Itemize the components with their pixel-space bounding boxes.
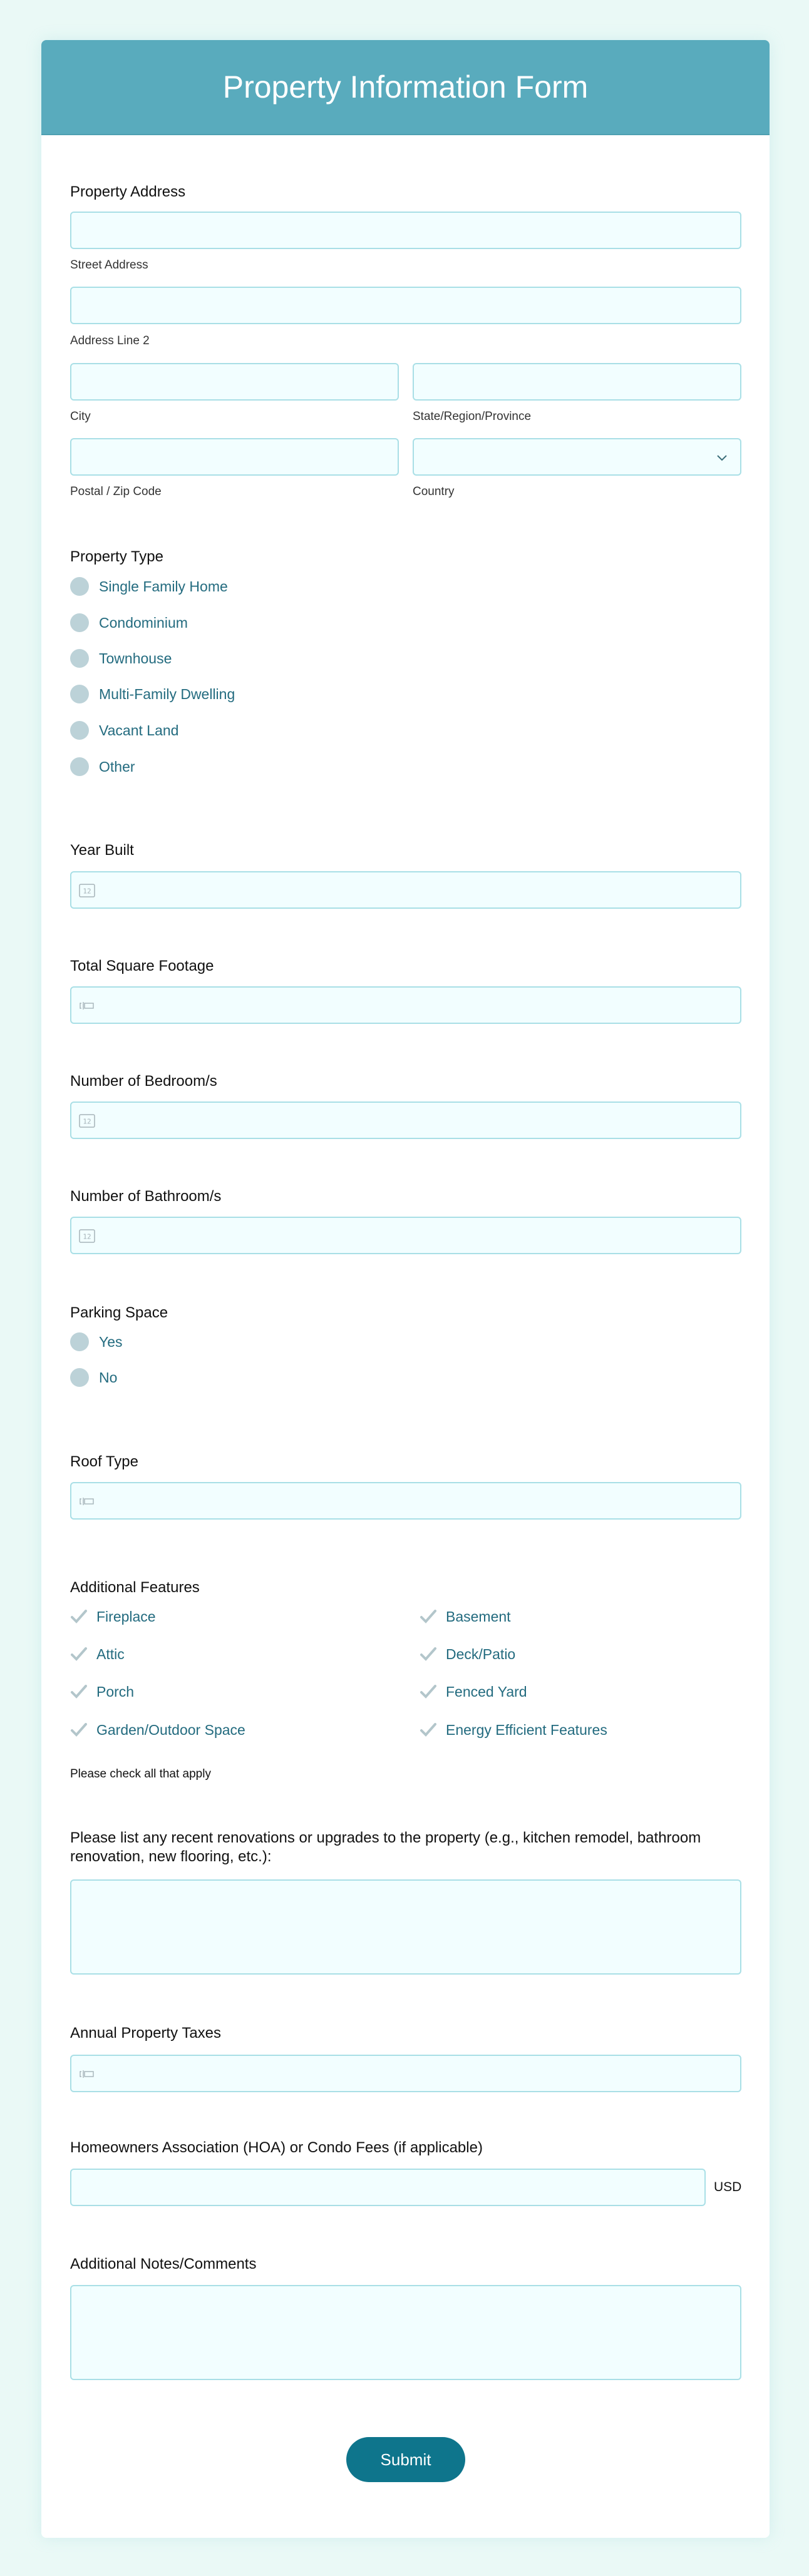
form-header (41, 40, 770, 135)
address-line2-sublabel: Address Line 2 (70, 334, 150, 347)
square-footage-input[interactable] (70, 986, 741, 1024)
radio-parking-no[interactable] (70, 1367, 117, 1388)
city-sublabel: City (70, 410, 91, 423)
hoa-fees-input[interactable] (70, 2169, 706, 2206)
radio-single-family-home[interactable] (70, 576, 228, 597)
address-line2-input[interactable] (70, 287, 741, 324)
parking-label: Parking Space (70, 1304, 168, 1321)
checkbox-fireplace[interactable] (70, 1606, 156, 1627)
checkmark-icon[interactable] (70, 1722, 88, 1738)
state-sublabel: State/Region/Province (413, 410, 532, 423)
checkmark-icon[interactable] (420, 1608, 437, 1625)
checkbox-label: Fireplace (96, 1608, 156, 1625)
notes-label: Additional Notes/Comments (70, 2256, 257, 2272)
submit-button[interactable]: Submit (346, 2437, 465, 2482)
radio-circle[interactable] (70, 1332, 89, 1351)
svg-text:12: 12 (83, 1117, 91, 1126)
text-input-icon (79, 2067, 95, 2081)
radio-parking-yes[interactable] (70, 1331, 123, 1352)
checkmark-icon[interactable] (70, 1684, 88, 1700)
features-note: Please check all that apply (70, 1767, 211, 1781)
radio-circle[interactable] (70, 685, 89, 703)
radio-label: Condominium (99, 614, 188, 631)
bedrooms-label: Number of Bedroom/s (70, 1073, 217, 1090)
checkbox-label: Attic (96, 1645, 125, 1662)
checkbox-label: Fenced Yard (446, 1683, 527, 1700)
radio-circle[interactable] (70, 613, 89, 632)
chevron-down-icon (715, 451, 729, 464)
country-sublabel: Country (413, 485, 455, 498)
radio-circle[interactable] (70, 721, 89, 740)
checkbox-deck-patio[interactable] (420, 1643, 515, 1665)
text-input-icon (79, 999, 95, 1013)
radio-label: Other (99, 758, 135, 775)
radio-label: Multi-Family Dwelling (99, 685, 235, 702)
radio-label: Single Family Home (99, 578, 228, 595)
hoa-fees-label: Homeowners Association (HOA) or Condo Fees (if applicable) (70, 2139, 483, 2156)
property-address-label: Property Address (70, 183, 186, 200)
notes-textarea[interactable] (70, 2285, 741, 2380)
svg-text:12: 12 (83, 887, 91, 896)
annual-taxes-input[interactable] (70, 2055, 741, 2092)
year-built-label: Year Built (70, 842, 134, 859)
radio-circle[interactable] (70, 1368, 89, 1387)
checkbox-porch[interactable] (70, 1681, 134, 1702)
renovations-label: Please list any recent renovations or upgrades to the property (e.g., kitchen remodel, bathroom renovation, new flooring, etc.): (70, 1829, 701, 1865)
checkbox-label: Deck/Patio (446, 1645, 516, 1662)
checkbox-garden-outdoor-space[interactable] (70, 1719, 245, 1740)
bedrooms-input[interactable] (70, 1101, 741, 1139)
checkmark-icon[interactable] (70, 1608, 88, 1625)
checkbox-basement[interactable] (420, 1606, 511, 1627)
postal-code-sublabel: Postal / Zip Code (70, 485, 162, 498)
checkmark-icon[interactable] (420, 1684, 437, 1700)
square-footage-label: Total Square Footage (70, 958, 214, 974)
radio-condominium[interactable] (70, 612, 188, 633)
radio-townhouse[interactable] (70, 648, 172, 669)
annual-taxes-label: Annual Property Taxes (70, 2025, 222, 2042)
svg-text:12: 12 (83, 1232, 91, 1241)
form-card (41, 40, 770, 2538)
property-type-label: Property Type (70, 548, 163, 565)
radio-vacant-land[interactable] (70, 720, 178, 741)
checkbox-label: Garden/Outdoor Space (96, 1721, 245, 1738)
renovations-textarea[interactable] (70, 1879, 741, 1975)
street-address-sublabel: Street Address (70, 258, 148, 272)
street-address-input[interactable] (70, 212, 741, 249)
bathrooms-input[interactable] (70, 1217, 741, 1254)
state-input[interactable] (413, 363, 741, 401)
checkbox-label: Porch (96, 1683, 135, 1700)
radio-multi-family-dwelling[interactable] (70, 683, 235, 705)
radio-other[interactable] (70, 756, 135, 777)
checkbox-fenced-yard[interactable] (420, 1681, 527, 1702)
radio-label: Vacant Land (99, 722, 179, 739)
bathrooms-label: Number of Bathroom/s (70, 1188, 222, 1205)
radio-label: No (99, 1369, 118, 1386)
checkbox-label: Basement (446, 1608, 511, 1625)
form-title: Property Information Form (222, 69, 589, 105)
checkbox-label: Energy Efficient Features (446, 1721, 607, 1738)
roof-type-input[interactable] (70, 1482, 741, 1520)
radio-label: Townhouse (99, 650, 172, 667)
country-select[interactable] (413, 438, 741, 476)
number-input-icon (79, 1114, 95, 1128)
postal-code-input[interactable] (70, 438, 399, 476)
number-input-icon (79, 884, 95, 897)
currency-label: USD (714, 2180, 742, 2194)
roof-type-label: Roof Type (70, 1453, 138, 1470)
radio-label: Yes (99, 1333, 123, 1350)
checkmark-icon[interactable] (420, 1722, 437, 1738)
text-input-icon (79, 1495, 95, 1508)
checkbox-attic[interactable] (70, 1643, 125, 1665)
radio-circle[interactable] (70, 577, 89, 596)
checkbox-energy-efficient-features[interactable] (420, 1719, 607, 1740)
number-input-icon (79, 1229, 95, 1243)
city-input[interactable] (70, 363, 399, 401)
year-built-input[interactable] (70, 871, 741, 909)
checkmark-icon[interactable] (420, 1646, 437, 1662)
additional-features-label: Additional Features (70, 1579, 200, 1596)
radio-circle[interactable] (70, 649, 89, 668)
checkmark-icon[interactable] (70, 1646, 88, 1662)
radio-circle[interactable] (70, 757, 89, 776)
